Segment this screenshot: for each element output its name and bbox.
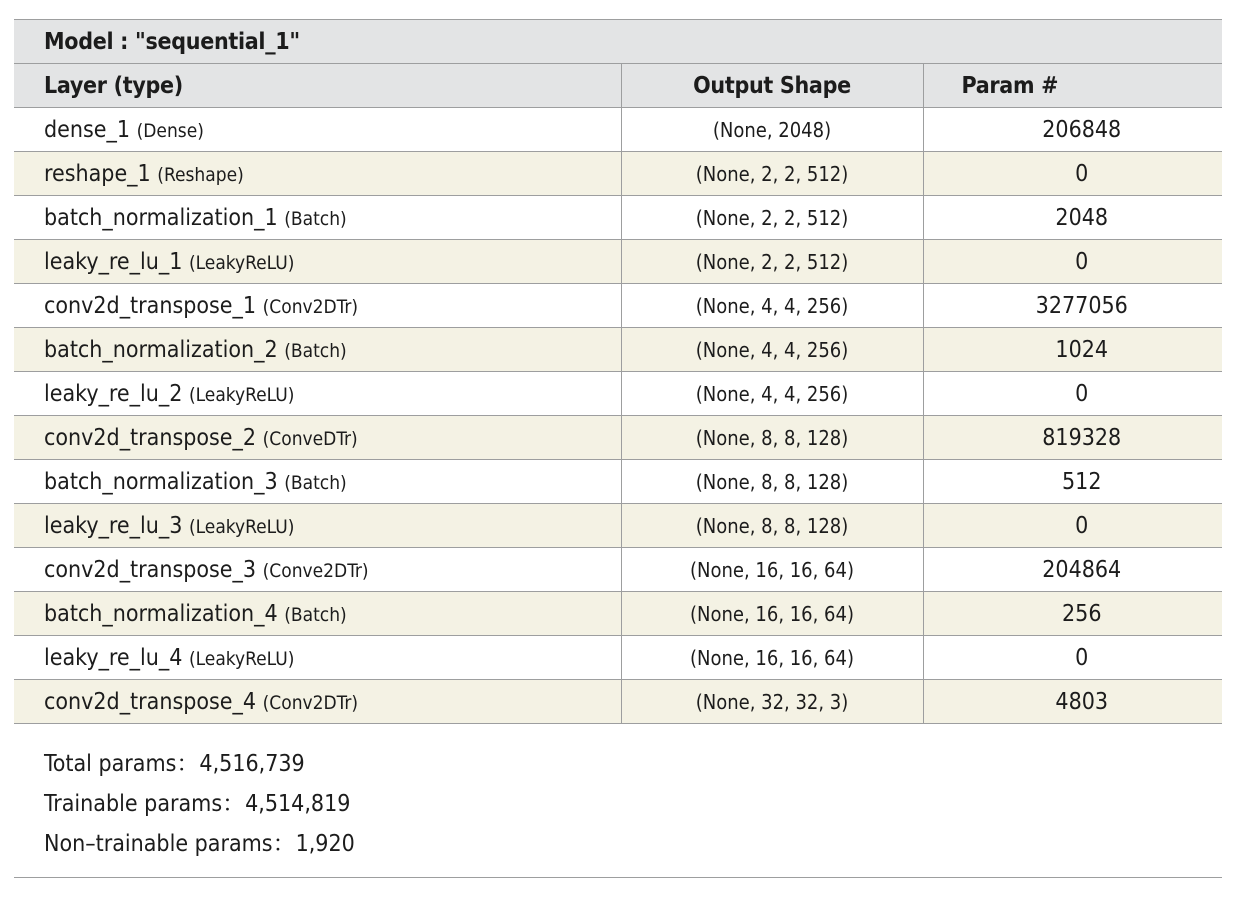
layer-type: (Dense): [136, 119, 204, 142]
layer-cell: [14, 416, 621, 460]
non-trainable-params: Non–trainable params：1,920: [44, 831, 355, 857]
table-header-row: [14, 64, 1222, 108]
layer-name: reshape_1: [44, 160, 151, 187]
layer-type: (LeakyReLU): [188, 251, 295, 274]
table-row: [14, 504, 1222, 548]
layer-name: batch_normalization_4: [44, 600, 278, 627]
layer-type: (Batch): [284, 339, 347, 362]
column-header-output-shape: Output Shape: [621, 64, 923, 108]
model-summary: [14, 19, 1222, 864]
layer-name: batch_normalization_1: [44, 204, 278, 231]
table-row: [14, 680, 1222, 724]
table-body: [14, 108, 1222, 724]
param-count-cell: 3277056: [923, 284, 1222, 328]
layer-type: (Reshape): [157, 163, 244, 186]
layer-type: (Batch): [284, 471, 347, 494]
output-shape-cell: (None, 32, 32, 3): [621, 680, 923, 724]
layer-name: batch_normalization_3: [44, 468, 278, 495]
layer-cell: [14, 328, 621, 372]
param-count-cell: 819328: [923, 416, 1222, 460]
output-shape-cell: (None, 16, 16, 64): [621, 592, 923, 636]
layer-cell: [14, 152, 621, 196]
layer-name: conv2d_transpose_2: [44, 424, 257, 451]
layer-cell: [14, 592, 621, 636]
output-shape-cell: (None, 4, 4, 256): [621, 328, 923, 372]
param-count-cell: 4803: [923, 680, 1222, 724]
param-count-cell: 512: [923, 460, 1222, 504]
table-row: [14, 240, 1222, 284]
layer-cell: [14, 548, 621, 592]
output-shape-cell: (None, 8, 8, 128): [621, 416, 923, 460]
table-row: [14, 636, 1222, 680]
table-row: [14, 328, 1222, 372]
table-row: [14, 152, 1222, 196]
layer-name: conv2d_transpose_3: [44, 556, 257, 583]
table-row: [14, 460, 1222, 504]
output-shape-cell: (None, 2, 2, 512): [621, 152, 923, 196]
layer-name: leaky_re_lu_1: [44, 248, 183, 275]
layer-type: (Conve2DTr): [262, 559, 369, 582]
layer-type: (LeakyReLU): [188, 383, 295, 406]
layer-type: (Batch): [284, 603, 347, 626]
layer-name: batch_normalization_2: [44, 336, 278, 363]
model-title: Model : "sequential_1": [14, 19, 1222, 63]
layer-name: conv2d_transpose_4: [44, 688, 257, 715]
output-shape-cell: (None, 8, 8, 128): [621, 460, 923, 504]
table-row: [14, 592, 1222, 636]
total-params: Total params：4,516,739: [44, 751, 305, 777]
table-row: [14, 548, 1222, 592]
table-row: [14, 416, 1222, 460]
layer-cell: [14, 108, 621, 152]
params-summary: [14, 724, 1222, 864]
layer-cell: [14, 240, 621, 284]
output-shape-cell: (None, 2, 2, 512): [621, 196, 923, 240]
layer-type: (LeakyReLU): [188, 515, 295, 538]
layer-type: (ConveDTr): [262, 427, 358, 450]
layers-table: [14, 63, 1222, 724]
layer-type: (LeakyReLU): [188, 647, 295, 670]
layer-cell: [14, 504, 621, 548]
bottom-divider: [14, 877, 1222, 878]
param-count-cell: 0: [923, 152, 1222, 196]
layer-type: (Conv2DTr): [262, 691, 359, 714]
param-count-cell: 0: [923, 504, 1222, 548]
output-shape-cell: (None, 16, 16, 64): [621, 636, 923, 680]
layer-type: (Conv2DTr): [262, 295, 359, 318]
layer-cell: [14, 636, 621, 680]
layer-cell: [14, 680, 621, 724]
table-row: [14, 196, 1222, 240]
layer-cell: [14, 460, 621, 504]
param-count-cell: 1024: [923, 328, 1222, 372]
layer-name: conv2d_transpose_1: [44, 292, 257, 319]
layer-cell: [14, 372, 621, 416]
param-count-cell: 256: [923, 592, 1222, 636]
param-count-cell: 0: [923, 240, 1222, 284]
output-shape-cell: (None, 8, 8, 128): [621, 504, 923, 548]
output-shape-cell: (None, 2, 2, 512): [621, 240, 923, 284]
table-row: [14, 108, 1222, 152]
output-shape-cell: (None, 4, 4, 256): [621, 284, 923, 328]
column-header-params: Param #: [923, 64, 1222, 108]
trainable-params: Trainable params：4,514,819: [44, 791, 351, 817]
layer-type: (Batch): [284, 207, 347, 230]
param-count-cell: 2048: [923, 196, 1222, 240]
output-shape-cell: (None, 2048): [621, 108, 923, 152]
table-row: [14, 372, 1222, 416]
layer-name: dense_1: [44, 116, 131, 143]
output-shape-cell: (None, 4, 4, 256): [621, 372, 923, 416]
output-shape-cell: (None, 16, 16, 64): [621, 548, 923, 592]
param-count-cell: 204864: [923, 548, 1222, 592]
column-header-layer: Layer (type): [14, 64, 621, 108]
param-count-cell: 0: [923, 636, 1222, 680]
layer-cell: [14, 196, 621, 240]
layer-name: leaky_re_lu_3: [44, 512, 183, 539]
layer-cell: [14, 284, 621, 328]
layer-name: leaky_re_lu_2: [44, 380, 183, 407]
layer-name: leaky_re_lu_4: [44, 644, 183, 671]
table-row: [14, 284, 1222, 328]
param-count-cell: 206848: [923, 108, 1222, 152]
param-count-cell: 0: [923, 372, 1222, 416]
